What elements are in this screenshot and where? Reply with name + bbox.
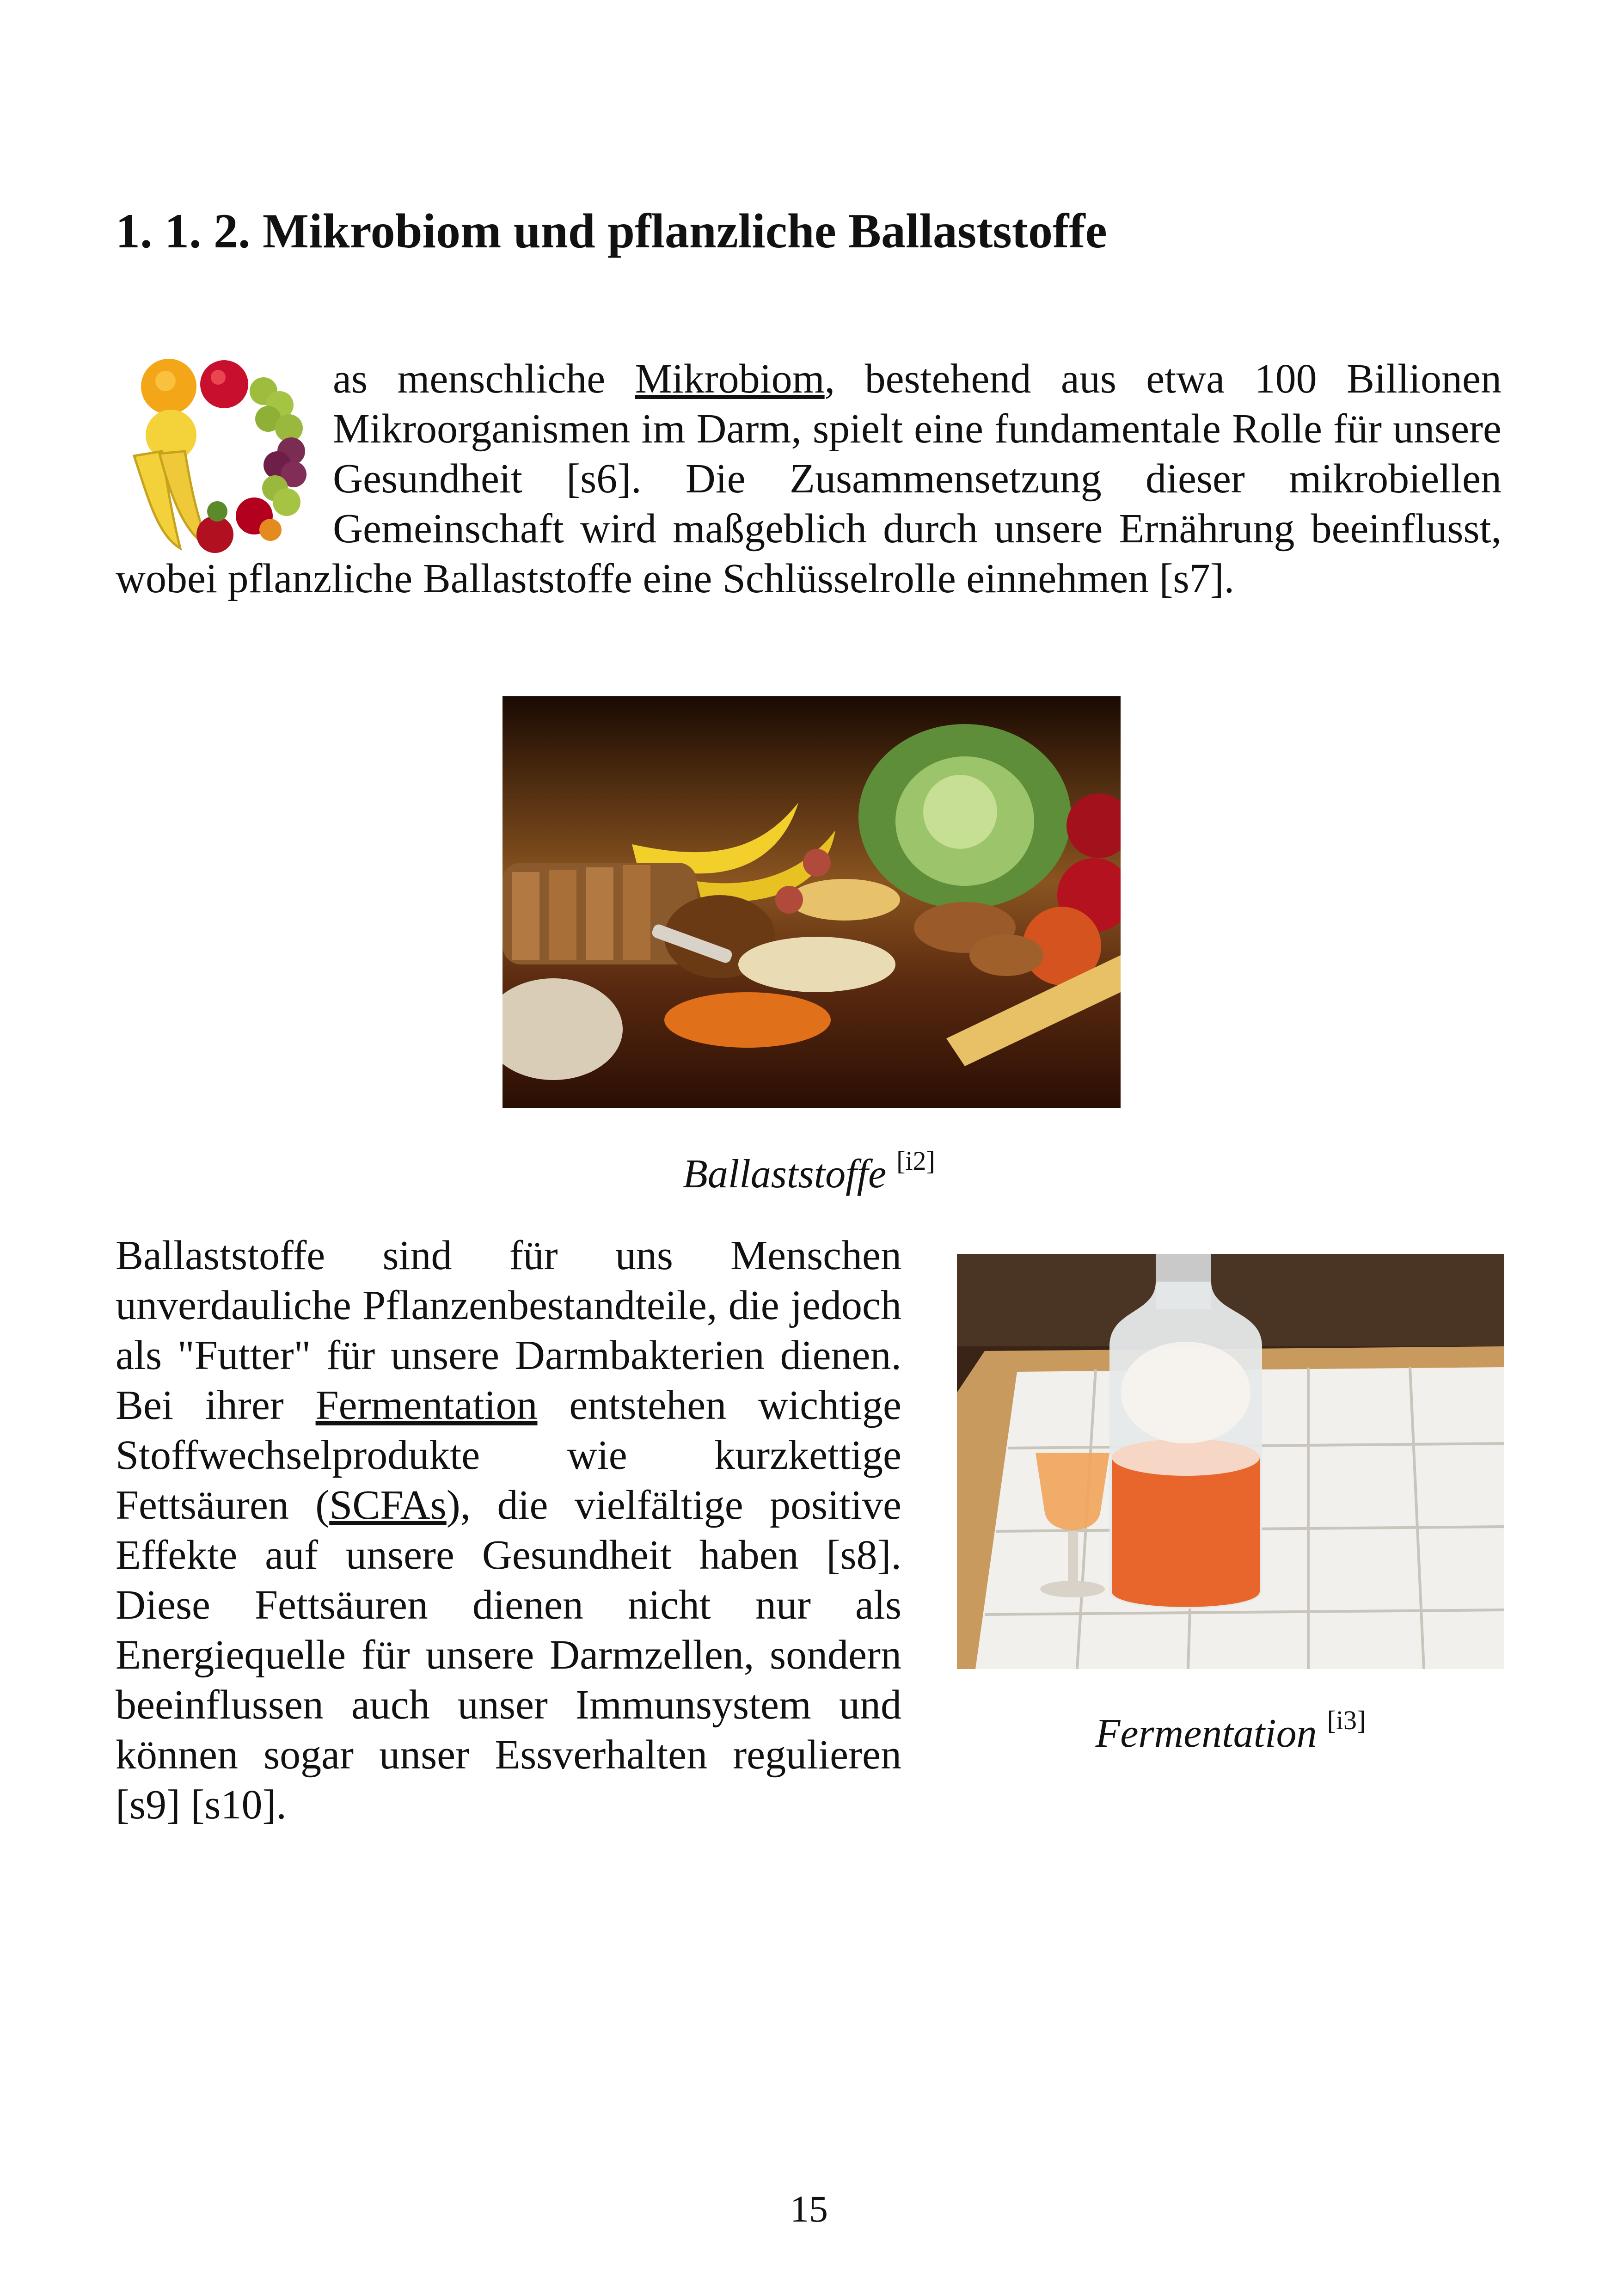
body-text-2: entstehen wichtige Stoffwechselprodukte wie kurzkettige Fettsäuren ( (116, 1382, 902, 1528)
figure1-caption (462, 1147, 1156, 1202)
figure2-caption (957, 1706, 1504, 1762)
body-text-1: Ballaststoffe sind für uns Menschen unverdauliche Pflanzenbestandteile, die jedoch als "Futter" für unsere Darmbakterien dienen. Bei ihrer (116, 1233, 901, 1428)
fermentation-image (957, 1254, 1504, 1669)
body-text-3: ), die vielfältige positive Effekte auf unsere Gesundheit haben [s8]. Diese Fettsäuren dienen nicht nur als Energiequelle für unsere Darmzellen, sondern beeinflussen auch unser Immunsystem und können sogar unser Essverhalten regulieren [s9] [s10]. (116, 1482, 901, 1828)
intro-text-2: , bestehend aus etwa 100 Billionen Mikroorganismen im Darm, spielt eine fundamentale Rolle für unsere Gesundheit [s6]. Die Zusammensetzung dieser mikrobiellen Gemeinschaft wird maßgeblich durch unsere Ernährung beeinflusst, wobei pflanzliche Ballaststoffe eine Schlüsselrolle einnehmen [s7]. (116, 356, 1502, 602)
mikrobiom-link[interactable]: Mikrobiom (635, 356, 825, 402)
body-paragraph (116, 1231, 901, 1830)
ballaststoffe-image (503, 696, 1121, 1108)
fermentation-link[interactable]: Fermentation (315, 1382, 538, 1428)
page-number: 15 (790, 2188, 828, 2230)
section-heading: 1. 1. 2. Mikrobiom und pflanzliche Ballaststoffe (116, 204, 1107, 258)
dropcap-fruit-letter-d-image (116, 359, 319, 553)
intro-paragraph (116, 354, 1502, 604)
figure1-ref[interactable]: [i2] (896, 1146, 935, 1176)
figure1-caption-text: Ballaststoffe (683, 1152, 887, 1197)
figure2-caption-text: Fermentation (1095, 1711, 1317, 1756)
intro-text-1: as menschliche (333, 356, 635, 402)
figure2-ref[interactable]: [i3] (1327, 1705, 1366, 1735)
scfas-link[interactable]: SCFAs (329, 1482, 447, 1528)
